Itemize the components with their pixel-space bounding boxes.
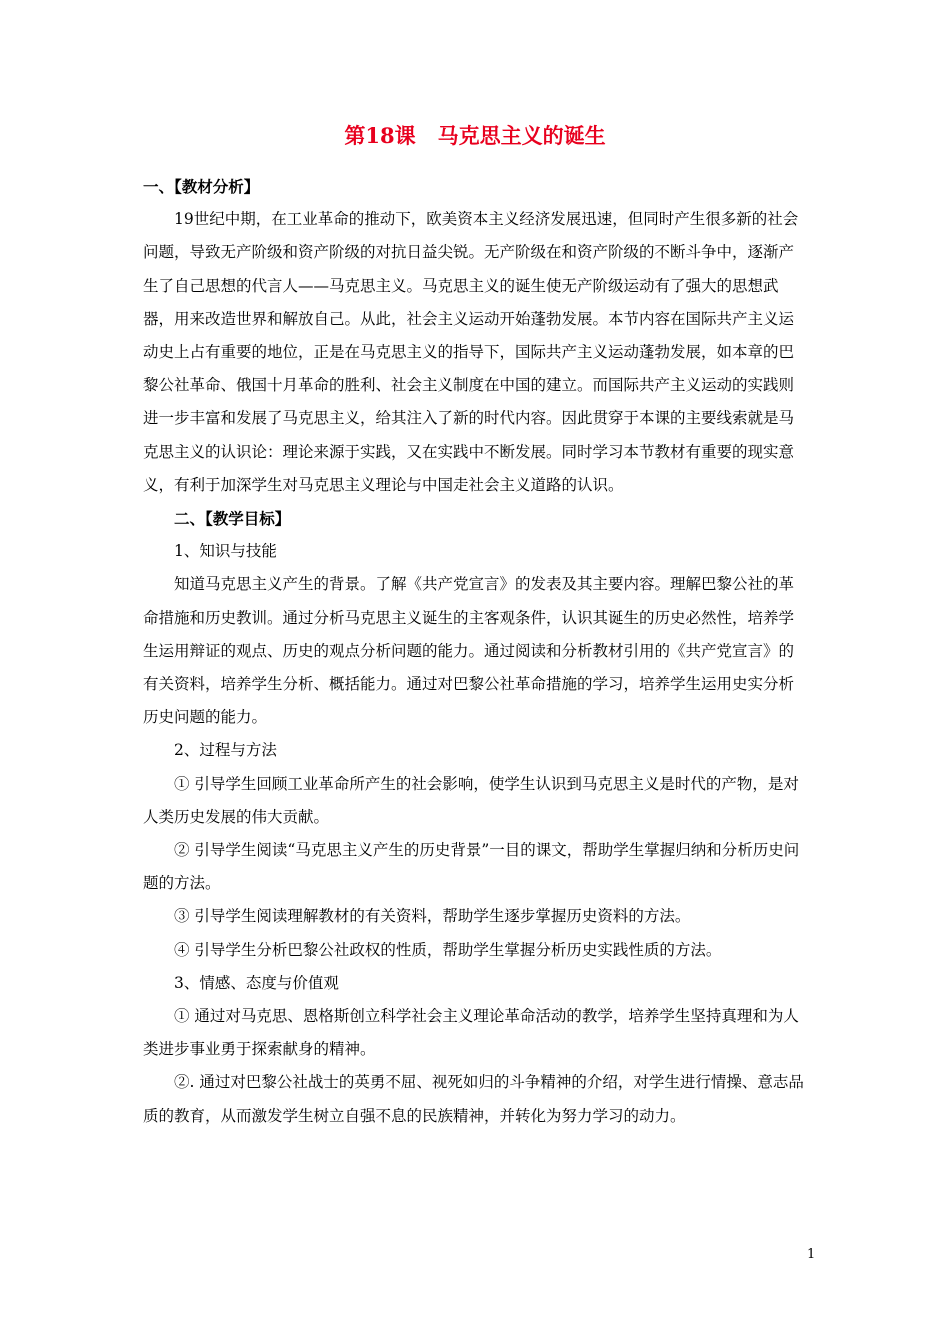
document-body [143, 170, 809, 1133]
values-item: ① 通过对马克思、恩格斯创立科学社会主义理论革命活动的教学，培养学生坚持真理和为人类进步事业勇于探索献身的精神。 [143, 1007, 799, 1059]
values-item: ②. 通过对巴黎公社战士的英勇不屈、视死如归的斗争精神的介绍，对学生进行情操、意志品质的教育，从而激发学生树立自强不息的民族精神，并转化为努力学习的动力。 [143, 1073, 804, 1125]
analysis-paragraph: 19世纪中期，在工业革命的推动下，欧美资本主义经济发展迅速，但同时产生很多新的社会问题，导致无产阶级和资产阶级的对抗日益尖锐。无产阶级在和资产阶级的不断斗争中，逐渐产生了自己思想的代言人——马克思主义。马克思主义的诞生使无产阶级运动有了强大的思想武器，用来改造世界和解放自己。从此，社会主义运动开始蓬勃发展。本节内容在国际共产主义运动史上占有重要的地位，正是在马克思主义的指导下，国际共产主义运动蓬勃发展，如本章的巴黎公社革命、俄国十月革命的胜利、社会主义制度在中国的建立。而国际共产主义运动的实践则进一步丰富和发展了马克思主义，给其注入了新的时代内容。因此贯穿于本课的主要线索就是马克思主义的认识论：理论来源于实践，又在实践中不断发展。同时学习本节教材有重要的现实意义，有利于加深学生对马克思主义理论与中国走社会主义道路的认识。 [143, 210, 799, 494]
page-number: 1 [807, 1247, 816, 1262]
knowledge-paragraph: 知道马克思主义产生的背景。了解《共产党宣言》的发表及其主要内容。理解巴黎公社的革命措施和历史教训。通过分析马克思主义诞生的主客观条件，认识其诞生的历史必然性，培养学生运用辩证的观点、历史的观点分析问题的能力。通过阅读和分析教材引用的《共产党宣言》的有关资料，培养学生分析、概括能力。通过对巴黎公社革命措施的学习，培养学生运用史实分析历史问题的能力。 [143, 575, 795, 727]
title-lesson: 第18课 [344, 123, 416, 148]
process-item: ④ 引导学生分析巴黎公社政权的性质，帮助学生掌握分析历史实践性质的方法。 [174, 940, 722, 959]
process-item: ③ 引导学生阅读理解教材的有关资料，帮助学生逐步掌握历史资料的方法。 [174, 907, 691, 926]
section-heading-analysis: 一、【教材分析】 [143, 177, 260, 196]
goal-heading-knowledge: 1、知识与技能 [174, 542, 277, 561]
process-item: ① 引导学生回顾工业革命所产生的社会影响，使学生认识到马克思主义是时代的产物，是对人类历史发展的伟大贡献。 [143, 774, 799, 826]
page-title [0, 121, 950, 151]
goal-heading-process: 2、过程与方法 [174, 741, 277, 760]
title-topic: 马克思主义的诞生 [437, 123, 606, 148]
section-heading-goals: 二、【教学目标】 [174, 509, 291, 529]
process-item: ② 引导学生阅读“马克思主义产生的历史背景”一目的课文，帮助学生掌握归纳和分析历史问题的方法。 [143, 841, 800, 893]
goal-heading-values: 3、情感、态度与价值观 [174, 973, 339, 992]
